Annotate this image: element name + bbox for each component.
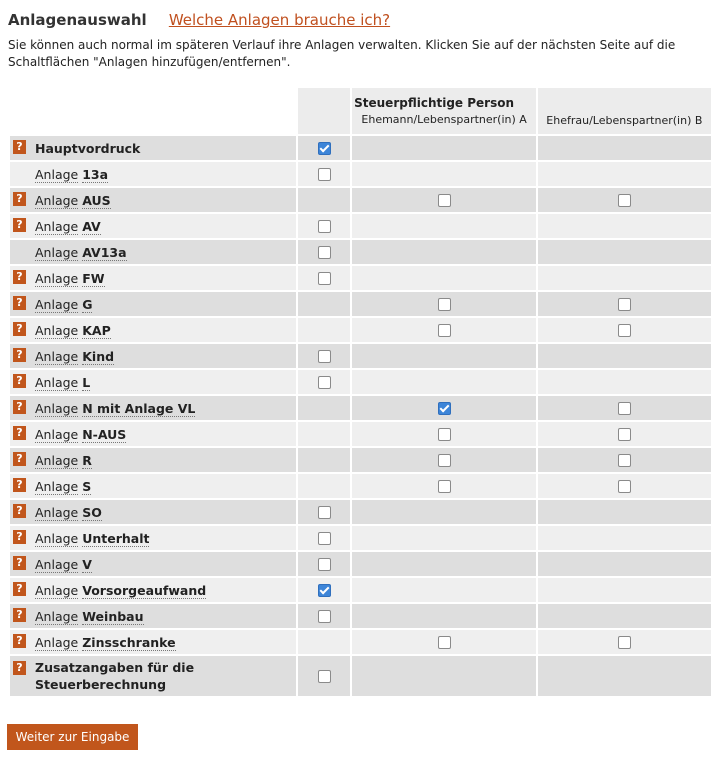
cell-b [538, 266, 711, 290]
table-row [10, 266, 711, 290]
anlage-name: SO [82, 504, 102, 520]
row-label [10, 630, 296, 654]
person-b-checkbox[interactable] [618, 324, 631, 337]
anlage-name: R [82, 452, 92, 468]
person-a-checkbox[interactable] [438, 402, 451, 415]
person-a-checkbox[interactable] [438, 324, 451, 337]
cell-b [538, 136, 711, 160]
anlage-name: FW [82, 270, 105, 286]
cell-main [298, 188, 350, 212]
row-label [10, 136, 296, 160]
header-person-b [538, 88, 711, 134]
cell-a [352, 552, 535, 576]
row-label [10, 162, 296, 186]
cell-main [298, 292, 350, 316]
row-label [10, 604, 296, 628]
cell-main [298, 318, 350, 342]
person-b-checkbox[interactable] [618, 298, 631, 311]
cell-main [298, 604, 350, 628]
cell-main [298, 370, 350, 394]
cell-a [352, 526, 535, 550]
cell-main [298, 240, 350, 264]
table-header-row [10, 88, 711, 134]
main-checkbox[interactable] [318, 670, 331, 683]
help-icon[interactable]: ? [13, 530, 26, 544]
help-icon[interactable]: ? [13, 322, 26, 336]
table-row [10, 604, 711, 628]
anlage-prefix: Anlage [35, 556, 79, 572]
cell-b [538, 526, 711, 550]
cell-main [298, 656, 350, 696]
anlage-prefix: Anlage [35, 530, 79, 546]
cell-b [538, 370, 711, 394]
table-row [10, 344, 711, 368]
table-row [10, 448, 711, 472]
anlage-name: V [82, 556, 92, 572]
row-label [10, 422, 296, 446]
anlage-prefix: Anlage [35, 296, 79, 312]
anlage-prefix: Anlage [35, 270, 79, 286]
anlage-prefix: Anlage [35, 166, 79, 182]
cell-a [352, 474, 535, 498]
anlage-name: Zinsschranke [82, 634, 176, 650]
main-checkbox[interactable] [318, 584, 331, 597]
help-icon[interactable]: ? [13, 661, 26, 675]
table-row [10, 656, 711, 696]
cell-a [352, 318, 535, 342]
anlage-name: KAP [82, 322, 111, 338]
help-icon[interactable]: ? [13, 400, 26, 414]
anlage-prefix: Anlage [35, 634, 79, 650]
table-row [10, 162, 711, 186]
table-row [10, 552, 711, 576]
intro-text: Sie können auch normal im späteren Verlauf ihre Anlagen verwalten. Klicken Sie auf der nächsten Seite auf die Schaltflächen "Anlagen hinzufügen/entfernen". [8, 38, 676, 69]
cell-b [538, 448, 711, 472]
anlage-name: Zusatzangaben für die Steuerberechnung [35, 660, 195, 692]
main-checkbox[interactable] [318, 376, 331, 389]
cell-main [298, 396, 350, 420]
help-icon[interactable]: ? [13, 478, 26, 492]
cell-b [538, 188, 711, 212]
person-a-checkbox[interactable] [438, 298, 451, 311]
row-label [10, 188, 296, 212]
help-icon[interactable]: ? [13, 582, 26, 596]
person-b-checkbox[interactable] [618, 636, 631, 649]
row-label [10, 552, 296, 576]
page-header [8, 11, 390, 31]
help-icon[interactable]: ? [13, 556, 26, 570]
help-icon[interactable]: ? [13, 374, 26, 388]
cell-main [298, 266, 350, 290]
table-row [10, 136, 711, 160]
anlage-name: Kind [82, 348, 115, 364]
row-label [10, 526, 296, 550]
table-row [10, 500, 711, 524]
cell-main [298, 578, 350, 602]
help-icon[interactable]: ? [13, 270, 26, 284]
table-row [10, 318, 711, 342]
main-checkbox[interactable] [318, 142, 331, 155]
help-icon[interactable]: ? [13, 504, 26, 518]
row-label [10, 318, 296, 342]
cell-main [298, 344, 350, 368]
person-a-checkbox[interactable] [438, 194, 451, 207]
person-b-checkbox[interactable] [618, 454, 631, 467]
row-label [10, 240, 296, 264]
row-label [10, 500, 296, 524]
table-row [10, 370, 711, 394]
main-checkbox[interactable] [318, 168, 331, 181]
cell-main [298, 136, 350, 160]
row-label [10, 292, 296, 316]
anlagen-table [8, 86, 713, 698]
anlage-name: Weinbau [82, 608, 144, 624]
anlage-prefix: Anlage [35, 244, 79, 260]
row-label [10, 396, 296, 420]
cell-a [352, 604, 535, 628]
help-icon[interactable]: ? [13, 426, 26, 440]
row-label [10, 474, 296, 498]
person-a-checkbox[interactable] [438, 480, 451, 493]
main-checkbox[interactable] [318, 272, 331, 285]
anlage-prefix: Anlage [35, 322, 79, 338]
person-b-checkbox[interactable] [618, 194, 631, 207]
cell-b [538, 630, 711, 654]
anlage-name: S [82, 478, 92, 494]
cell-a [352, 344, 535, 368]
cell-b [538, 214, 711, 238]
anlage-name: AUS [82, 192, 111, 208]
cell-a [352, 240, 535, 264]
anlage-name: N-AUS [82, 426, 127, 442]
help-icon[interactable]: ? [13, 296, 26, 310]
cell-b [538, 344, 711, 368]
continue-button[interactable]: Weiter zur Eingabe [7, 724, 138, 750]
cell-b [538, 604, 711, 628]
person-a-checkbox[interactable] [438, 454, 451, 467]
help-icon[interactable]: ? [13, 634, 26, 648]
cell-b [538, 162, 711, 186]
table-row [10, 630, 711, 654]
cell-b [538, 318, 711, 342]
table-row [10, 578, 711, 602]
cell-a [352, 292, 535, 316]
anlage-name: Unterhalt [82, 530, 150, 546]
row-label [10, 370, 296, 394]
cell-b [538, 240, 711, 264]
person-header-title: Steuerpflichtige Person [354, 96, 515, 110]
anlage-prefix: Anlage [35, 192, 79, 208]
cell-main [298, 214, 350, 238]
main-checkbox[interactable] [318, 532, 331, 545]
row-label [10, 266, 296, 290]
cell-a [352, 214, 535, 238]
table-row [10, 422, 711, 446]
anlage-name: L [82, 374, 91, 390]
anlage-name: Hauptvordruck [35, 140, 141, 156]
main-checkbox[interactable] [318, 506, 331, 519]
anlage-prefix: Anlage [35, 400, 79, 416]
cell-a [352, 422, 535, 446]
anlage-prefix: Anlage [35, 478, 79, 494]
person-b-checkbox[interactable] [618, 402, 631, 415]
cell-a [352, 656, 535, 696]
cell-b [538, 500, 711, 524]
cell-a [352, 266, 535, 290]
anlage-name: AV [82, 218, 101, 234]
help-icon[interactable]: ? [13, 140, 26, 154]
person-a-checkbox[interactable] [438, 636, 451, 649]
help-icon[interactable]: ? [13, 192, 26, 206]
column-a-label: Ehemann/Lebenspartner(in) A [361, 113, 527, 126]
anlage-prefix: Anlage [35, 374, 79, 390]
anlage-name: Vorsorgeaufwand [82, 582, 207, 598]
anlage-prefix: Anlage [35, 348, 79, 364]
anlage-name: AV13a [82, 244, 127, 260]
header-main [298, 88, 350, 134]
anlage-prefix: Anlage [35, 582, 79, 598]
cell-a [352, 396, 535, 420]
cell-b [538, 578, 711, 602]
anlage-prefix: Anlage [35, 504, 79, 520]
cell-main [298, 474, 350, 498]
cell-main [298, 630, 350, 654]
header-empty [10, 88, 296, 134]
cell-a [352, 188, 535, 212]
cell-a [352, 630, 535, 654]
cell-main [298, 448, 350, 472]
anlage-prefix: Anlage [35, 452, 79, 468]
main-checkbox[interactable] [318, 610, 331, 623]
table-row [10, 396, 711, 420]
help-icon[interactable]: ? [13, 608, 26, 622]
help-icon[interactable]: ? [13, 452, 26, 466]
anlage-name: G [82, 296, 93, 312]
cell-main [298, 500, 350, 524]
help-link[interactable]: Welche Anlagen brauche ich? [168, 11, 391, 29]
cell-main [298, 526, 350, 550]
person-b-checkbox[interactable] [618, 480, 631, 493]
cell-main [298, 552, 350, 576]
row-label [10, 656, 296, 696]
anlage-prefix: Anlage [35, 426, 79, 442]
main-checkbox[interactable] [318, 246, 331, 259]
main-checkbox[interactable] [318, 558, 331, 571]
column-b-label: Ehefrau/Lebenspartner(in) B [546, 113, 703, 127]
help-icon[interactable]: ? [13, 218, 26, 232]
header-person-a [352, 88, 535, 134]
cell-a [352, 578, 535, 602]
cell-b [538, 396, 711, 420]
table-row [10, 214, 711, 238]
cell-main [298, 162, 350, 186]
cell-a [352, 162, 535, 186]
cell-a [352, 500, 535, 524]
person-a-checkbox[interactable] [438, 428, 451, 441]
cell-b [538, 552, 711, 576]
anlage-name: 13a [82, 166, 109, 182]
anlage-name: N mit Anlage VL [82, 400, 196, 416]
main-checkbox[interactable] [318, 220, 331, 233]
cell-b [538, 422, 711, 446]
table-row [10, 526, 711, 550]
cell-b [538, 474, 711, 498]
cell-main [298, 422, 350, 446]
row-label [10, 448, 296, 472]
cell-b [538, 292, 711, 316]
table-row [10, 292, 711, 316]
table-row [10, 240, 711, 264]
cell-a [352, 136, 535, 160]
anlage-prefix: Anlage [35, 608, 79, 624]
row-label [10, 344, 296, 368]
cell-a [352, 448, 535, 472]
main-checkbox[interactable] [318, 350, 331, 363]
cell-b [538, 656, 711, 696]
anlage-prefix: Anlage [35, 218, 79, 234]
cell-a [352, 370, 535, 394]
table-row [10, 188, 711, 212]
table-row [10, 474, 711, 498]
row-label [10, 578, 296, 602]
row-label [10, 214, 296, 238]
help-icon[interactable]: ? [13, 348, 26, 362]
page-title: Anlagenauswahl [8, 11, 147, 29]
person-b-checkbox[interactable] [618, 428, 631, 441]
